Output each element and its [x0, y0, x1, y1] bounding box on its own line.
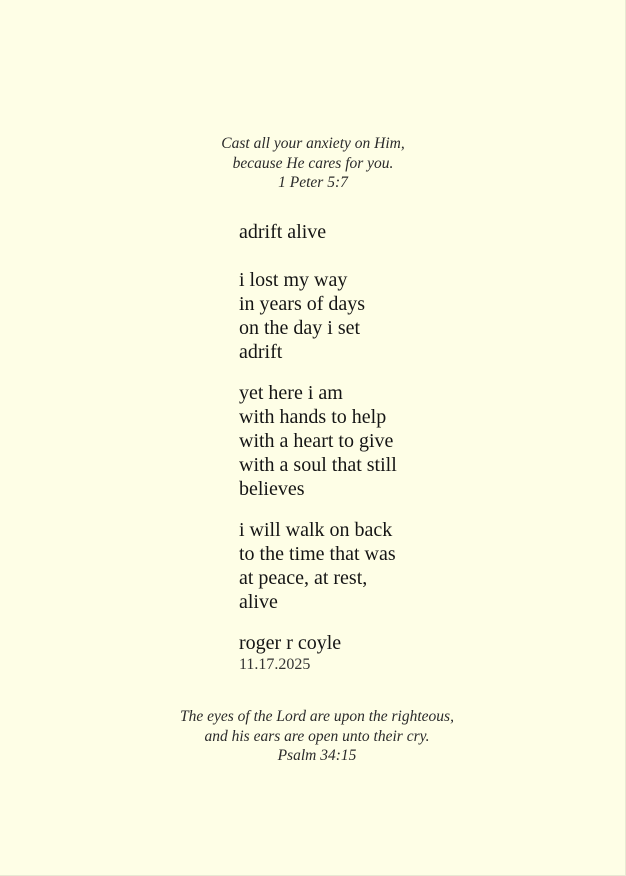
poem-line: i lost my way — [239, 269, 348, 291]
poem-line: to the time that was — [239, 543, 396, 565]
top-scripture-quote — [0, 134, 626, 193]
poem-line: with hands to help — [239, 406, 387, 428]
poem-line: at peace, at rest, — [239, 567, 368, 589]
poem-line: on the day i set — [239, 317, 361, 339]
poem-line: with a heart to give — [239, 430, 394, 452]
bottom-quote-line-1: The eyes of the Lord are upon the righteous, — [180, 708, 454, 725]
poem-line: i will walk on back — [239, 519, 393, 541]
stanza-2 — [239, 381, 579, 501]
poem-line: adrift — [239, 341, 283, 363]
poem-line: yet here i am — [239, 382, 343, 404]
poem-date: 11.17.2025 — [239, 656, 311, 673]
top-quote-line-1: Cast all your anxiety on Him, — [221, 135, 405, 152]
poem-author: roger r coyle — [239, 632, 342, 654]
poem-line: believes — [239, 478, 305, 500]
poem-line: alive — [239, 591, 278, 613]
poem-title: adrift alive — [239, 221, 327, 243]
top-quote-reference: 1 Peter 5:7 — [278, 174, 348, 191]
poem-line: with a soul that still — [239, 454, 397, 476]
bottom-quote-reference: Psalm 34:15 — [277, 747, 357, 764]
stanza-3 — [239, 518, 579, 614]
poem — [239, 220, 579, 675]
bottom-quote-line-2: and his ears are open unto their cry. — [204, 727, 430, 745]
poem-line: in years of days — [239, 293, 366, 315]
bottom-scripture-quote — [4, 707, 626, 766]
stanza-1 — [239, 268, 579, 364]
top-quote-line-2: because He cares for you. — [232, 154, 394, 172]
